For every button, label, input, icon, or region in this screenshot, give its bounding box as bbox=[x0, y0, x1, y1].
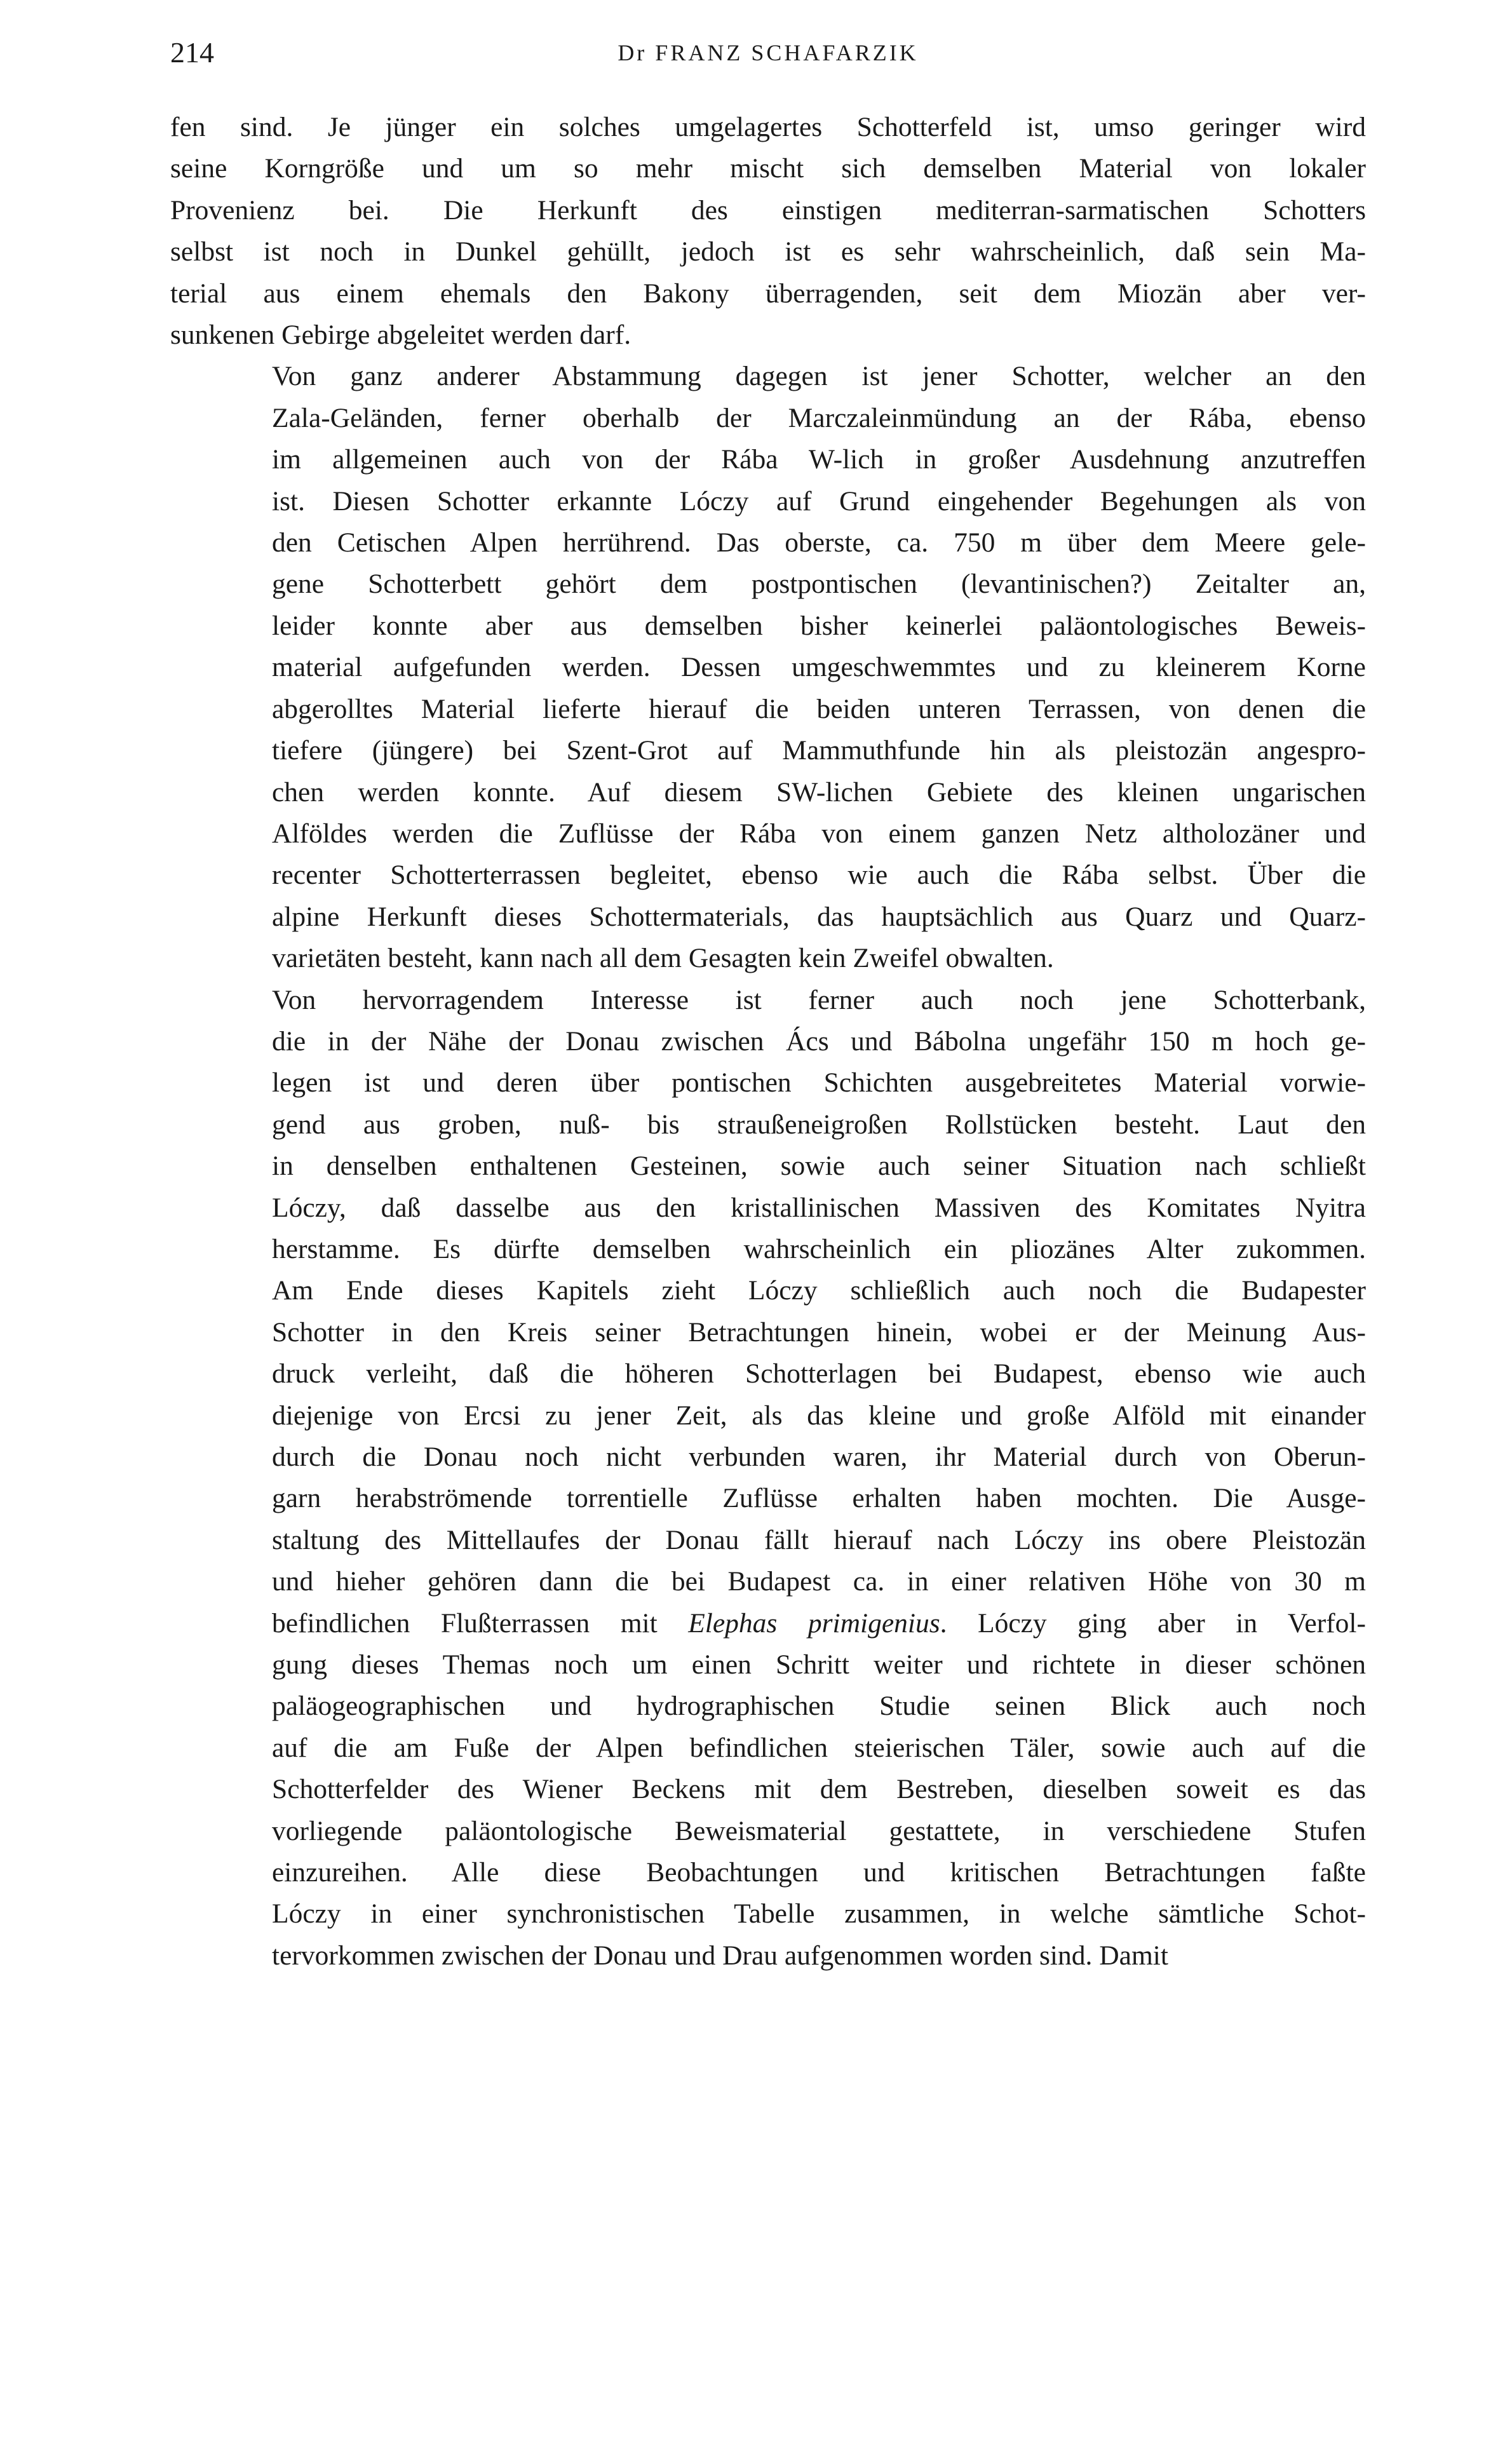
text-line: legen ist und deren über pontischen Schichten ausgebreitetes Material vorwie- bbox=[272, 1067, 1366, 1099]
text-line: terial aus einem ehemals den Bakony überragenden, seit dem Miozän aber ver- bbox=[170, 278, 1366, 309]
paragraph-1 bbox=[170, 107, 1366, 356]
text-line: Provenienz bei. Die Herkunft des einstigen mediterran-sarmatischen Schotters bbox=[170, 194, 1366, 226]
text-line: diejenige von Ercsi zu jener Zeit, als das kleine und große Alföld mit einander bbox=[272, 1400, 1366, 1431]
text-line: den Cetischen Alpen herrührend. Das oberste, ca. 750 m über dem Meere gele- bbox=[272, 527, 1366, 558]
text-line: selbst ist noch in Dunkel gehüllt, jedoch ist es sehr wahrscheinlich, daß sein Ma- bbox=[170, 236, 1366, 267]
text-line: tervorkommen zwischen der Donau und Drau aufgenommen worden sind. Damit bbox=[272, 1940, 1168, 1971]
text-line: abgerolltes Material lieferte hierauf die beiden unteren Terrassen, von denen die bbox=[272, 693, 1366, 724]
text-line: die in der Nähe der Donau zwischen Ács und Bábolna ungefähr 150 m hoch ge- bbox=[272, 1025, 1366, 1057]
text-line: paläogeographischen und hydrographischen Studie seinen Blick auch noch bbox=[272, 1691, 1366, 1722]
text-line: Von ganz anderer Abstammung dagegen ist jener Schotter, welcher an den bbox=[272, 361, 1366, 392]
text-line: Von hervorragendem Interesse ist ferner auch noch jene Schotterbank, bbox=[272, 984, 1366, 1015]
text-line: Lóczy, daß dasselbe aus den kristallinischen Massiven des Komitates Nyitra bbox=[272, 1192, 1366, 1223]
text-line: Alföldes werden die Zuflüsse der Rába von einem ganzen Netz altholozäner und bbox=[272, 818, 1366, 849]
text-line: gend aus groben, nuß- bis straußeneigroßen Rollstücken besteht. Laut den bbox=[272, 1109, 1366, 1140]
text-line: leider konnte aber aus demselben bisher keinerlei paläontologisches Beweis- bbox=[272, 610, 1366, 641]
body-text bbox=[170, 107, 1366, 1977]
text-line: vorliegende paläontologische Beweismaterial gestattete, in verschiedene Stufen bbox=[272, 1815, 1366, 1846]
text-line: Zala-Geländen, ferner oberhalb der Marczaleinmündung an der Rába, ebenso bbox=[272, 402, 1366, 433]
page-header bbox=[170, 30, 1366, 75]
text-line: fen sind. Je jünger ein solches umgelagertes Schotterfeld ist, umso geringer wird bbox=[170, 112, 1366, 142]
text-line: befindlichen Flußterrassen mit Elephas primigenius. Lóczy ging aber in Verfol- bbox=[272, 1607, 1366, 1639]
text-line: material aufgefunden werden. Dessen umgeschwemmtes und zu kleinerem Korne bbox=[272, 652, 1366, 683]
running-head: Dr FRANZ SCHAFARZIK bbox=[618, 40, 919, 65]
text-line: Schotterfelder des Wiener Beckens mit dem Bestreben, dieselben soweit es das bbox=[272, 1774, 1366, 1805]
text-line: einzureihen. Alle diese Beobachtungen und kritischen Betrachtungen faßte bbox=[272, 1857, 1366, 1888]
text-line: druck verleiht, daß die höheren Schotterlagen bei Budapest, ebenso wie auch bbox=[272, 1358, 1366, 1390]
paragraph-3 bbox=[170, 980, 1366, 1977]
paragraph-2 bbox=[170, 356, 1366, 979]
text-line: staltung des Mittellaufes der Donau fällt hierauf nach Lóczy ins obere Pleistozän bbox=[272, 1524, 1366, 1555]
text-line: recenter Schotterterrassen begleitet, ebenso wie auch die Rába selbst. Über die bbox=[272, 860, 1366, 891]
text-line: und hieher gehören dann die bei Budapest ca. in einer relativen Höhe von 30 m bbox=[272, 1566, 1366, 1597]
text-line: herstamme. Es dürfte demselben wahrscheinlich ein pliozänes Alter zukommen. bbox=[272, 1233, 1366, 1264]
text-line: im allgemeinen auch von der Rába W-lich in großer Ausdehnung anzutreffen bbox=[272, 444, 1366, 475]
text-line: ist. Diesen Schotter erkannte Lóczy auf Grund eingehender Begehungen als von bbox=[272, 485, 1366, 517]
text-line: in denselben enthaltenen Gesteinen, sowie auch seiner Situation nach schließt bbox=[272, 1151, 1366, 1182]
text-line: garn herabströmende torrentielle Zuflüsse erhalten haben mochten. Die Ausge- bbox=[272, 1483, 1366, 1514]
text-line: durch die Donau noch nicht verbunden waren, ihr Material durch von Oberun- bbox=[272, 1442, 1366, 1472]
text-line: seine Korngröße und um so mehr mischt sich demselben Material von lokaler bbox=[170, 153, 1366, 184]
text-line: chen werden konnte. Auf diesem SW-lichen Gebiete des kleinen ungarischen bbox=[272, 776, 1366, 808]
text-line: Schotter in den Kreis seiner Betrachtungen hinein, wobei er der Meinung Aus- bbox=[272, 1316, 1366, 1348]
page-number: 214 bbox=[170, 36, 214, 69]
text-line: Am Ende dieses Kapitels zieht Lóczy schließlich auch noch die Budapester bbox=[272, 1275, 1366, 1306]
text-line: gene Schotterbett gehört dem postpontischen (levantinischen?) Zeitalter an, bbox=[272, 569, 1366, 600]
text-line: gung dieses Themas noch um einen Schritt weiter und richtete in dieser schönen bbox=[272, 1649, 1366, 1680]
text-line: tiefere (jüngere) bei Szent-Grot auf Mammuthfunde hin als pleistozän angespro- bbox=[272, 735, 1366, 766]
text-line: varietäten besteht, kann nach all dem Gesagten kein Zweifel obwalten. bbox=[272, 943, 1054, 974]
text-line: alpine Herkunft dieses Schottermaterials, das hauptsächlich aus Quarz und Quarz- bbox=[272, 901, 1366, 932]
text-line: sunkenen Gebirge abgeleitet werden darf. bbox=[170, 320, 631, 351]
text-line: Lóczy in einer synchronistischen Tabelle zusammen, in welche sämtliche Schot- bbox=[272, 1898, 1366, 1930]
text-line: auf die am Fuße der Alpen befindlichen steierischen Täler, sowie auch auf die bbox=[272, 1732, 1366, 1763]
